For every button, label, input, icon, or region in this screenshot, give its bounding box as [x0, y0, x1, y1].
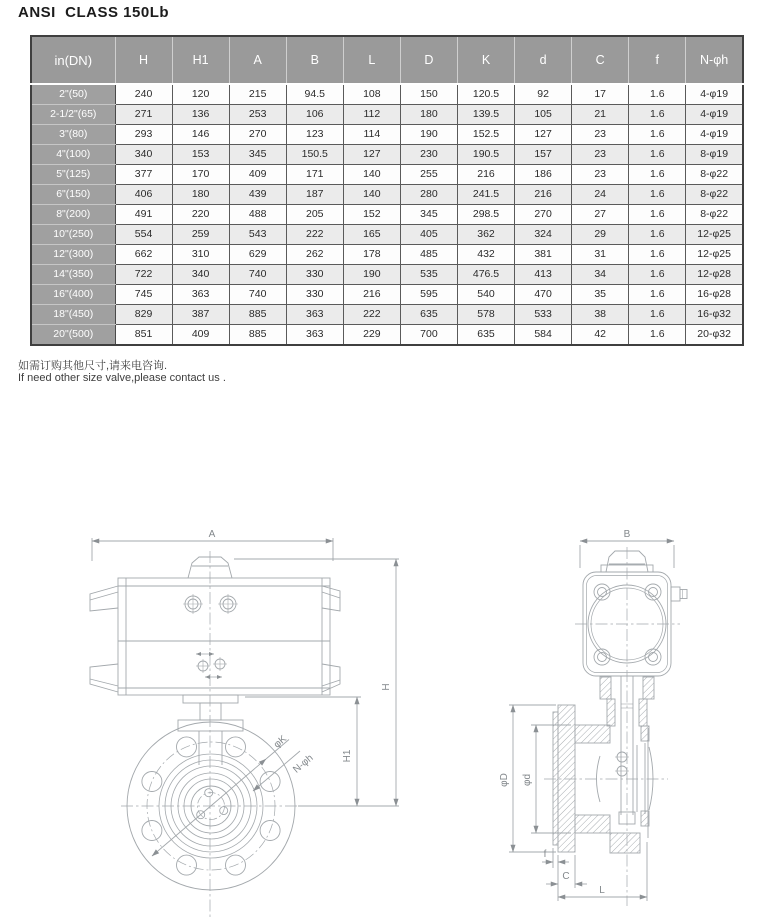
table-cell: 205 — [286, 205, 343, 225]
row-header: 8"(200) — [31, 205, 115, 225]
table-cell: 578 — [457, 305, 514, 325]
side-view-drawing — [499, 529, 687, 906]
table-cell: 34 — [572, 265, 629, 285]
table-cell: 139.5 — [457, 105, 514, 125]
table-cell: 1.6 — [629, 245, 686, 265]
table-cell: 1.6 — [629, 105, 686, 125]
stop-bolt-icons — [196, 652, 227, 679]
table-cell: 293 — [115, 125, 172, 145]
row-header: 6"(150) — [31, 185, 115, 205]
table-cell: 170 — [172, 165, 229, 185]
table-cell: 533 — [515, 305, 572, 325]
row-header: 18"(450) — [31, 305, 115, 325]
dim-label-f: f — [543, 849, 547, 860]
table-cell: 324 — [515, 225, 572, 245]
table-cell: 8-φ19 — [686, 145, 743, 165]
table-cell: 491 — [115, 205, 172, 225]
table-cell: 1.6 — [629, 205, 686, 225]
table-cell: 127 — [343, 145, 400, 165]
table-cell: 1.6 — [629, 285, 686, 305]
table-cell: 108 — [343, 84, 400, 105]
table-cell: 1.6 — [629, 225, 686, 245]
table-cell: 4-φ19 — [686, 125, 743, 145]
table-cell: 136 — [172, 105, 229, 125]
table-cell: 35 — [572, 285, 629, 305]
table-cell: 476.5 — [457, 265, 514, 285]
table-row — [31, 105, 743, 125]
table-cell: 363 — [172, 285, 229, 305]
table-cell: 470 — [515, 285, 572, 305]
column-header: f — [629, 36, 686, 84]
row-header: 2-1/2"(65) — [31, 105, 115, 125]
table-cell: 330 — [286, 285, 343, 305]
dim-label-B: B — [623, 529, 631, 540]
table-cell: 345 — [229, 145, 286, 165]
technical-drawings — [0, 390, 774, 923]
table-cell: 190.5 — [457, 145, 514, 165]
table-cell: 363 — [286, 325, 343, 346]
table-cell: 230 — [400, 145, 457, 165]
table-cell: 31 — [572, 245, 629, 265]
table-cell: 92 — [515, 84, 572, 105]
table-cell: 406 — [115, 185, 172, 205]
table-cell: 222 — [343, 305, 400, 325]
column-header: K — [457, 36, 514, 84]
table-cell: 171 — [286, 165, 343, 185]
table-cell: 105 — [515, 105, 572, 125]
table-cell: 178 — [343, 245, 400, 265]
column-header: in(DN) — [31, 36, 115, 84]
table-cell: 140 — [343, 165, 400, 185]
table-cell: 340 — [115, 145, 172, 165]
table-cell: 262 — [286, 245, 343, 265]
table-row — [31, 205, 743, 225]
table-cell: 114 — [343, 125, 400, 145]
table-cell: 153 — [172, 145, 229, 165]
column-header: H1 — [172, 36, 229, 84]
table-cell: 1.6 — [629, 125, 686, 145]
table-cell: 584 — [515, 325, 572, 346]
table-cell: 8-φ22 — [686, 185, 743, 205]
table-header-row — [31, 36, 743, 84]
table-cell: 23 — [572, 125, 629, 145]
table-cell: 255 — [400, 165, 457, 185]
table-cell: 829 — [115, 305, 172, 325]
table-cell: 1.6 — [629, 84, 686, 105]
table-cell: 20-φ32 — [686, 325, 743, 346]
column-header: A — [229, 36, 286, 84]
column-header: H — [115, 36, 172, 84]
table-cell: 16-φ28 — [686, 285, 743, 305]
table-cell: 554 — [115, 225, 172, 245]
table-cell: 180 — [400, 105, 457, 125]
table-row — [31, 285, 743, 305]
row-header: 10"(250) — [31, 225, 115, 245]
table-cell: 740 — [229, 285, 286, 305]
table-cell: 387 — [172, 305, 229, 325]
table-cell: 740 — [229, 265, 286, 285]
table-cell: 120.5 — [457, 84, 514, 105]
table-cell: 1.6 — [629, 145, 686, 165]
table-cell: 1.6 — [629, 185, 686, 205]
note-english: If need other size valve,please contact us . — [18, 372, 226, 384]
dim-label-D: φD — [499, 773, 510, 787]
table-cell: 1.6 — [629, 265, 686, 285]
dim-label-A: A — [208, 529, 216, 540]
table-cell: 340 — [172, 265, 229, 285]
table-cell: 700 — [400, 325, 457, 346]
table-cell: 851 — [115, 325, 172, 346]
table-cell: 885 — [229, 325, 286, 346]
front-view-drawing — [90, 529, 399, 918]
column-header: L — [343, 36, 400, 84]
table-cell: 12-φ25 — [686, 225, 743, 245]
table-cell: 635 — [400, 305, 457, 325]
table-cell: 298.5 — [457, 205, 514, 225]
table-cell: 215 — [229, 84, 286, 105]
table-cell: 27 — [572, 205, 629, 225]
table-cell: 24 — [572, 185, 629, 205]
table-cell: 140 — [343, 185, 400, 205]
table-cell: 120 — [172, 84, 229, 105]
table-cell: 112 — [343, 105, 400, 125]
table-cell: 381 — [515, 245, 572, 265]
row-header: 14"(350) — [31, 265, 115, 285]
table-cell: 123 — [286, 125, 343, 145]
column-header: D — [400, 36, 457, 84]
table-cell: 12-φ25 — [686, 245, 743, 265]
table-cell: 270 — [515, 205, 572, 225]
column-header: N-φh — [686, 36, 743, 84]
table-row — [31, 245, 743, 265]
table-cell: 17 — [572, 84, 629, 105]
table-cell: 488 — [229, 205, 286, 225]
table-cell: 23 — [572, 165, 629, 185]
table-cell: 345 — [400, 205, 457, 225]
table-cell: 186 — [515, 165, 572, 185]
table-cell: 330 — [286, 265, 343, 285]
table-cell: 216 — [515, 185, 572, 205]
table-cell: 377 — [115, 165, 172, 185]
table-cell: 595 — [400, 285, 457, 305]
column-header: d — [515, 36, 572, 84]
page-title: ANSI CLASS 150Lb — [18, 4, 170, 21]
table-cell: 310 — [172, 245, 229, 265]
table-cell: 432 — [457, 245, 514, 265]
table-cell: 150 — [400, 84, 457, 105]
corner-bolt-icons — [594, 584, 661, 665]
table-row — [31, 84, 743, 105]
table-cell: 216 — [343, 285, 400, 305]
air-port-icons — [183, 594, 238, 614]
table-cell: 363 — [286, 305, 343, 325]
dim-label-L: L — [599, 885, 605, 896]
table-row — [31, 265, 743, 285]
table-cell: 216 — [457, 165, 514, 185]
table-cell: 1.6 — [629, 165, 686, 185]
column-header: B — [286, 36, 343, 84]
dimension-table — [30, 35, 744, 346]
table-cell: 187 — [286, 185, 343, 205]
dim-label-C: C — [562, 871, 570, 882]
table-cell: 540 — [457, 285, 514, 305]
table-cell: 722 — [115, 265, 172, 285]
row-header: 16"(400) — [31, 285, 115, 305]
table-cell: 253 — [229, 105, 286, 125]
table-cell: 152 — [343, 205, 400, 225]
table-row — [31, 125, 743, 145]
table-cell: 270 — [229, 125, 286, 145]
table-row — [31, 225, 743, 245]
table-cell: 4-φ19 — [686, 105, 743, 125]
row-header: 3"(80) — [31, 125, 115, 145]
table-cell: 635 — [457, 325, 514, 346]
dim-label-K: φK — [271, 733, 289, 751]
table-cell: 1.6 — [629, 305, 686, 325]
table-cell: 662 — [115, 245, 172, 265]
dim-label-H1: H1 — [342, 749, 353, 763]
table-cell: 229 — [343, 325, 400, 346]
note-chinese: 如需订购其他尺寸,请来电咨询. — [18, 360, 168, 372]
dim-label-H: H — [381, 683, 392, 691]
table-cell: 535 — [400, 265, 457, 285]
table-row — [31, 185, 743, 205]
row-header: 2"(50) — [31, 84, 115, 105]
table-cell: 543 — [229, 225, 286, 245]
table-cell: 409 — [229, 165, 286, 185]
table-cell: 152.5 — [457, 125, 514, 145]
table-cell: 42 — [572, 325, 629, 346]
table-cell: 885 — [229, 305, 286, 325]
table-cell: 271 — [115, 105, 172, 125]
table-cell: 1.6 — [629, 325, 686, 346]
table-cell: 240 — [115, 84, 172, 105]
table-row — [31, 165, 743, 185]
table-cell: 190 — [343, 265, 400, 285]
row-header: 4"(100) — [31, 145, 115, 165]
table-cell: 259 — [172, 225, 229, 245]
table-cell: 4-φ19 — [686, 84, 743, 105]
table-cell: 362 — [457, 225, 514, 245]
dim-label-d: φd — [522, 773, 533, 787]
table-cell: 16-φ32 — [686, 305, 743, 325]
table-cell: 241.5 — [457, 185, 514, 205]
table-cell: 8-φ22 — [686, 165, 743, 185]
table-cell: 146 — [172, 125, 229, 145]
table-cell: 29 — [572, 225, 629, 245]
table-row — [31, 305, 743, 325]
table-cell: 439 — [229, 185, 286, 205]
table-cell: 21 — [572, 105, 629, 125]
table-cell: 157 — [515, 145, 572, 165]
table-cell: 629 — [229, 245, 286, 265]
table-cell: 405 — [400, 225, 457, 245]
table-cell: 8-φ22 — [686, 205, 743, 225]
table-cell: 180 — [172, 185, 229, 205]
table-cell: 94.5 — [286, 84, 343, 105]
table-row — [31, 145, 743, 165]
row-header: 5"(125) — [31, 165, 115, 185]
table-cell: 127 — [515, 125, 572, 145]
table-cell: 165 — [343, 225, 400, 245]
table-cell: 222 — [286, 225, 343, 245]
table-cell: 280 — [400, 185, 457, 205]
row-header: 20"(500) — [31, 325, 115, 346]
table-row — [31, 325, 743, 346]
column-header: C — [572, 36, 629, 84]
table-cell: 745 — [115, 285, 172, 305]
dim-label-Nh: N-φh — [291, 752, 316, 776]
table-body — [31, 84, 743, 345]
table-cell: 12-φ28 — [686, 265, 743, 285]
table-cell: 23 — [572, 145, 629, 165]
table-cell: 106 — [286, 105, 343, 125]
table-cell: 485 — [400, 245, 457, 265]
table-cell: 150.5 — [286, 145, 343, 165]
air-fitting-icon — [671, 587, 687, 601]
table-cell: 190 — [400, 125, 457, 145]
table-cell: 409 — [172, 325, 229, 346]
table-cell: 413 — [515, 265, 572, 285]
table-cell: 38 — [572, 305, 629, 325]
row-header: 12"(300) — [31, 245, 115, 265]
table-cell: 220 — [172, 205, 229, 225]
